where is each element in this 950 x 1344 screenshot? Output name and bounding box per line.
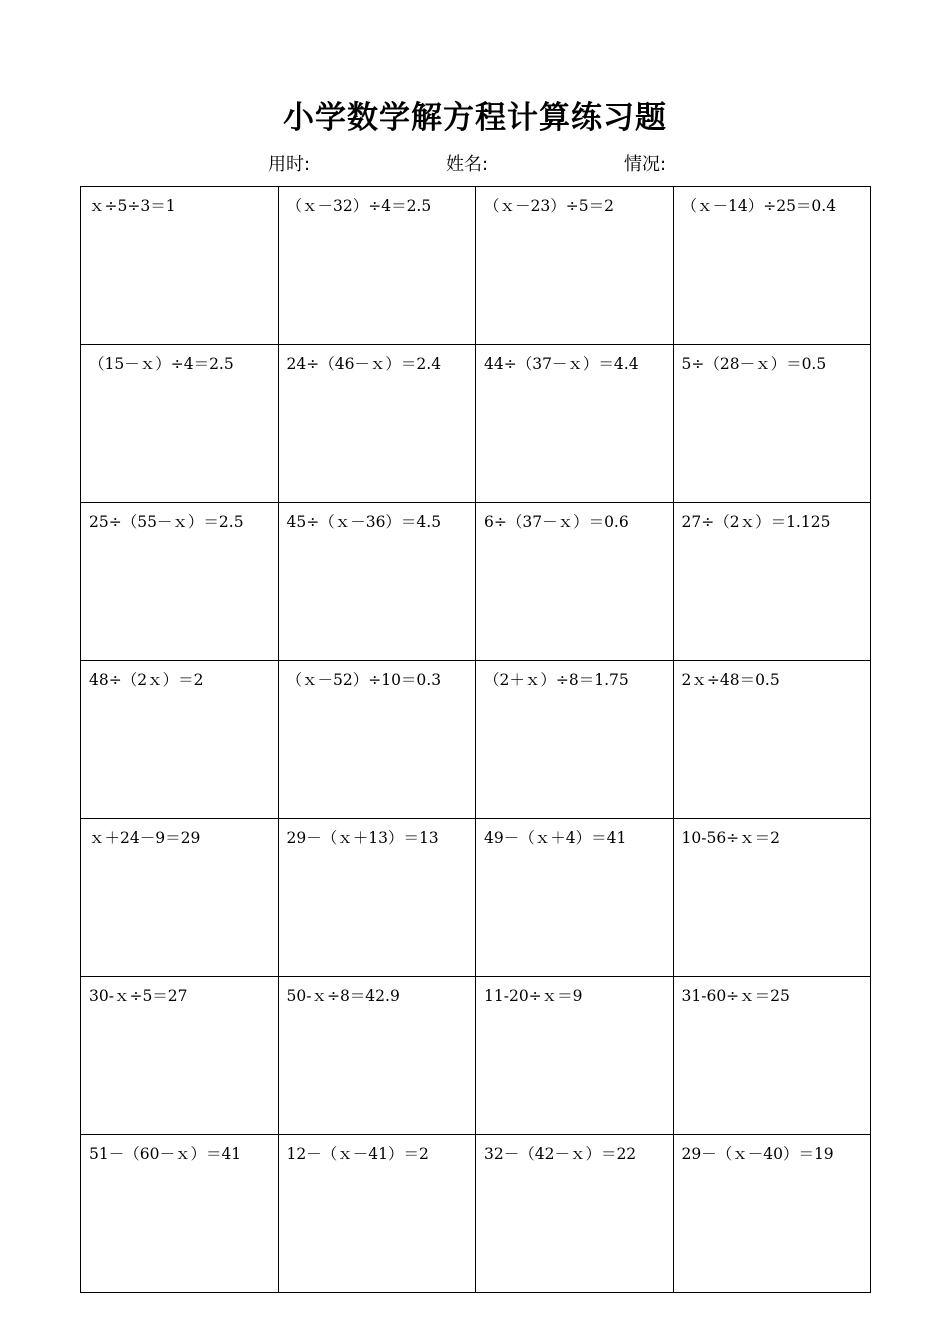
problem-cell: （ｘ－32）÷4＝2.5 [278, 187, 476, 345]
problem-row [81, 977, 871, 1135]
problem-cell: （2＋ｘ）÷8＝1.75 [476, 661, 674, 819]
problem-cell: 6÷（37－ｘ）＝0.6 [476, 503, 674, 661]
name-label: 姓名: [446, 154, 489, 175]
problem-cell: 12－（ｘ－41）＝2 [278, 1135, 476, 1293]
time-label: 用时: [268, 154, 311, 175]
problem-row [81, 1135, 871, 1293]
problem-cell: 48÷（2ｘ）＝2 [81, 661, 279, 819]
problem-cell: 31-60÷ｘ＝25 [673, 977, 871, 1135]
problem-cell: 11-20÷ｘ＝9 [476, 977, 674, 1135]
problem-cell: 32－（42－ｘ）＝22 [476, 1135, 674, 1293]
problem-cell: 49－（ｘ＋4）＝41 [476, 819, 674, 977]
problem-cell: 44÷（37－ｘ）＝4.4 [476, 345, 674, 503]
problem-cell: （ｘ－52）÷10＝0.3 [278, 661, 476, 819]
problem-cell: 24÷（46－ｘ）＝2.4 [278, 345, 476, 503]
problem-row [81, 503, 871, 661]
problem-cell: ｘ÷5÷3＝1 [81, 187, 279, 345]
problem-cell: 50-ｘ÷8＝42.9 [278, 977, 476, 1135]
problem-cell: 30-ｘ÷5＝27 [81, 977, 279, 1135]
problem-cell: 29－（ｘ＋13）＝13 [278, 819, 476, 977]
problem-row [81, 187, 871, 345]
problem-cell: （ｘ－23）÷5＝2 [476, 187, 674, 345]
problem-cell: （15－ｘ）÷4＝2.5 [81, 345, 279, 503]
problem-grid [80, 186, 871, 1293]
problem-cell: 29－（ｘ－40）＝19 [673, 1135, 871, 1293]
problem-cell: 25÷（55－ｘ）＝2.5 [81, 503, 279, 661]
problem-row [81, 819, 871, 977]
page-title: 小学数学解方程计算练习题 [283, 100, 667, 136]
problem-cell: （ｘ－14）÷25＝0.4 [673, 187, 871, 345]
problem-cell: 10-56÷ｘ＝2 [673, 819, 871, 977]
problem-cell: 5÷（28－ｘ）＝0.5 [673, 345, 871, 503]
problem-row [81, 345, 871, 503]
problem-cell: 2ｘ÷48＝0.5 [673, 661, 871, 819]
problem-cell: 27÷（2ｘ）＝1.125 [673, 503, 871, 661]
problem-cell: ｘ＋24－9＝29 [81, 819, 279, 977]
problem-cell: 45÷（ｘ－36）＝4.5 [278, 503, 476, 661]
problem-cell: 51－（60－ｘ）＝41 [81, 1135, 279, 1293]
problem-row [81, 661, 871, 819]
status-label: 情况: [624, 154, 667, 175]
